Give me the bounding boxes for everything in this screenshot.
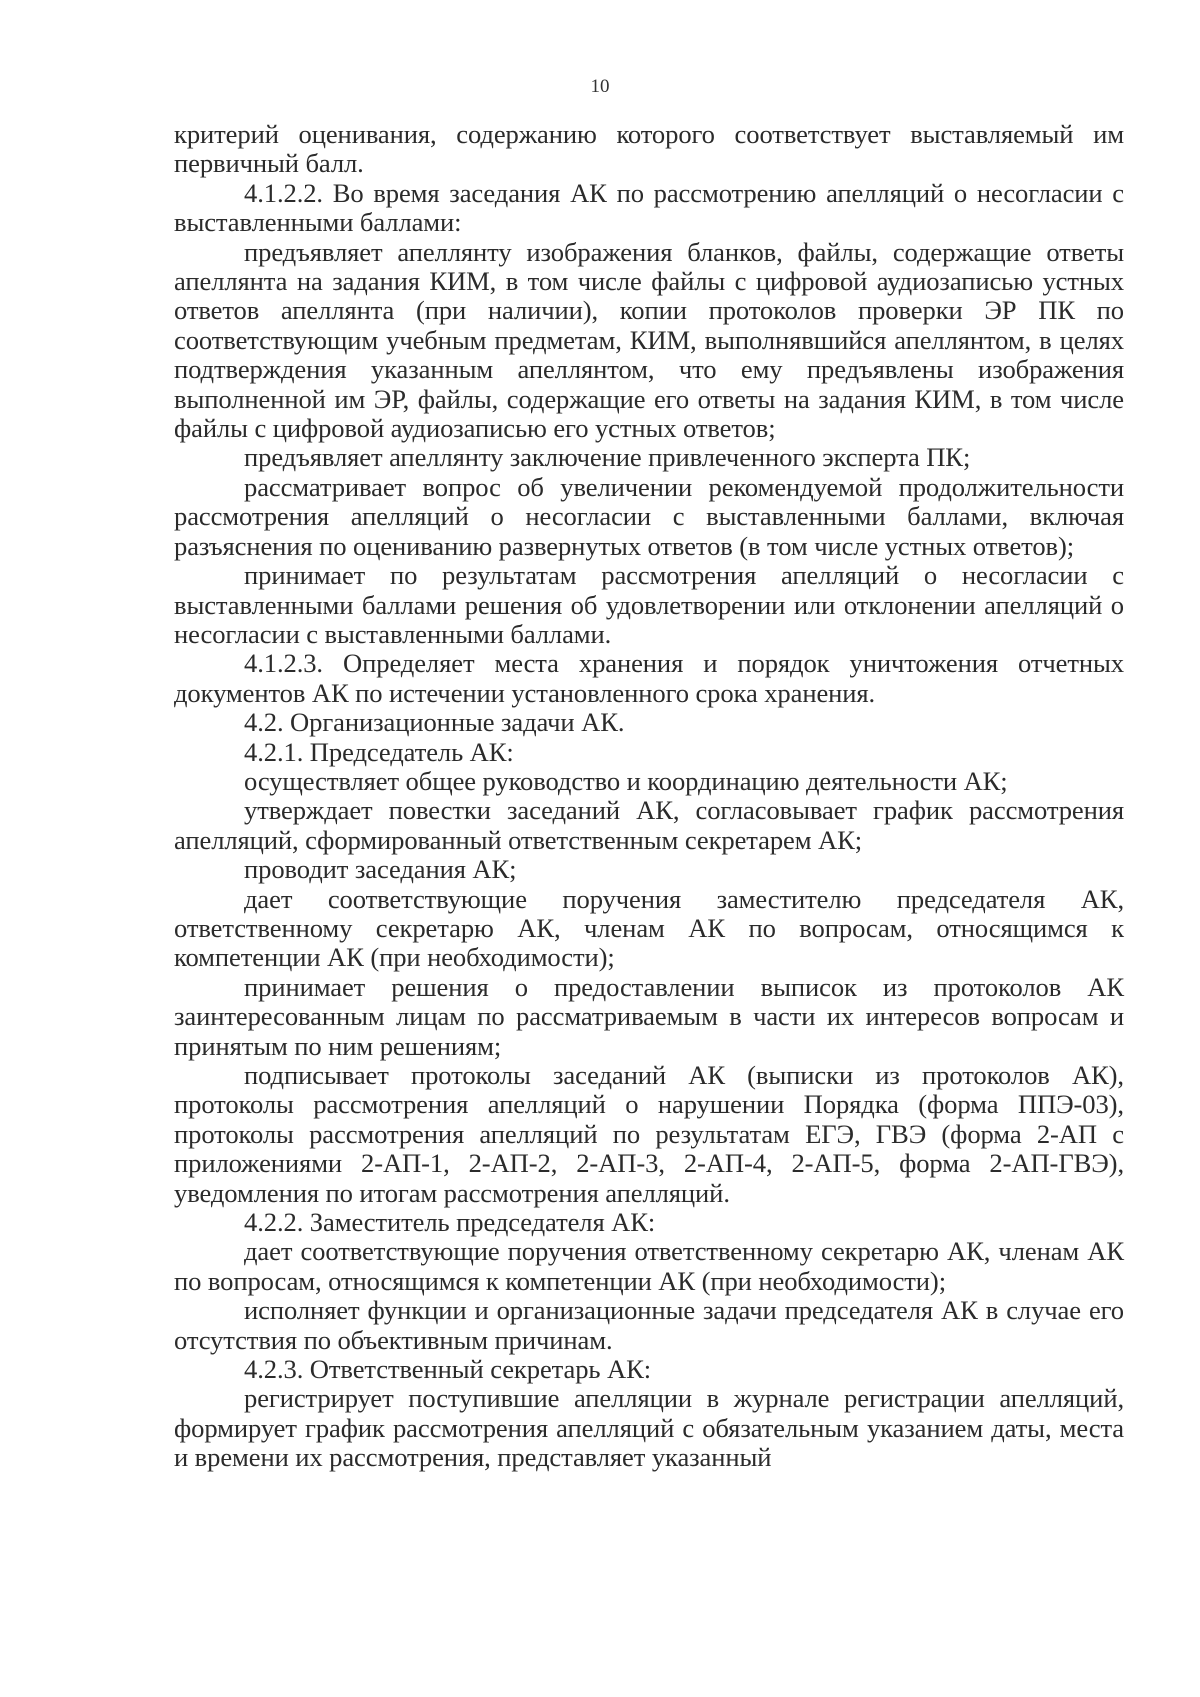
paragraph-holds-meetings: проводит заседания АК; — [244, 854, 517, 885]
paragraph-takes-decisions: принимает по результатам рассмотрения апелляций о несогласии с выставленными баллами решения об удовлетворении или отклонении апелляций о несогласии с выставленными баллами. — [174, 560, 1124, 649]
paragraph-4-2-2: 4.2.2. Заместитель председателя АК: — [244, 1207, 656, 1238]
paragraph-4-1-2-3: 4.1.2.3. Определяет места хранения и порядок уничтожения отчетных документов АК по истечении установленного срока хранения. — [174, 648, 1124, 708]
paragraph-deputy-instructions: дает соответствующие поручения ответственному секретарю АК, членам АК по вопросам, относящимся к компетенции АК (при необходимости); — [174, 1236, 1124, 1296]
paragraph-4-2-1: 4.2.1. Председатель АК: — [244, 736, 514, 767]
paragraph-4-2-3: 4.2.3. Ответственный секретарь АК: — [244, 1354, 652, 1385]
paragraph-gives-instructions: дает соответствующие поручения заместителю председателя АК, ответственному секретарю АК, членам АК по вопросам, относящимся к компетенции АК (при необходимости); — [174, 883, 1124, 973]
paragraph-present-images: предъявляет апеллянту изображения бланков, файлы, содержащие ответы апеллянта на задания КИМ, в том числе файлы с цифровой аудиозаписью устных ответов апеллянта (при наличии), копии протоколов проверки ЭР ПК по соответствующим учебным предметам, КИМ, выполнявшийся апеллянтом, в целях подтверждения указанным апеллянтом, что ему предъявлены изображения выполненной им ЭР, файлы, содержащие его ответы на задания КИМ, в том числе файлы с цифровой аудиозаписью его устных ответов; — [174, 236, 1124, 444]
paragraph-4-1-2-2: 4.1.2.2. Во время заседания АК по рассмотрению апелляций о несогласии с выставленными баллами: — [174, 177, 1124, 238]
paragraph-considers-duration: рассматривает вопрос об увеличении рекомендуемой продолжительности рассмотрения апелляций о несогласии с выставленными баллами, включая разъяснения по оцениванию развернутых ответов (в том числе устных ответов); — [174, 471, 1124, 561]
paragraph-general-management: осуществляет общее руководство и координацию деятельности АК; — [244, 765, 1008, 796]
paragraph-approves-agendas: утверждает повестки заседаний АК, согласовывает график рассмотрения апелляций, сформированный ответственным секретарем АК; — [174, 795, 1124, 855]
paragraph-4-2: 4.2. Организационные задачи АК. — [244, 707, 625, 738]
page-number: 10 — [590, 76, 610, 97]
paragraph-continuation: критерий оценивания, содержанию которого соответствует выставляемый им первичный балл. — [174, 119, 1124, 179]
document-body — [174, 120, 1124, 1473]
paragraph-deputy-functions: исполняет функции и организационные задачи председателя АК в случае его отсутствия по объективным причинам. — [174, 1295, 1124, 1355]
paragraph-decides-extracts: принимает решения о предоставлении выписок из протоколов АК заинтересованным лицам по рассматриваемым в части их интересов вопросам и принятым по ним решениям; — [174, 971, 1124, 1061]
paragraph-signs-protocols: подписывает протоколы заседаний АК (выписки из протоколов АК), протоколы рассмотрения апелляций о нарушении Порядка (форма ППЭ-03), протоколы рассмотрения апелляций по результатам ЕГЭ, ГВЭ (форма 2-АП с приложениями 2-АП-1, 2-АП-2, 2-АП-3, 2-АП-4, 2-АП-5, форма 2-АП-ГВЭ), уведомления по итогам рассмотрения апелляций. — [174, 1060, 1124, 1208]
paragraph-present-conclusion: предъявляет апеллянту заключение привлеченного эксперта ПК; — [244, 442, 971, 473]
paragraph-registers-appeals: регистрирует поступившие апелляции в журнале регистрации апелляций, формирует график рассмотрения апелляций с обязательным указанием даты, места и времени их рассмотрения, представляет указанный — [174, 1383, 1124, 1473]
